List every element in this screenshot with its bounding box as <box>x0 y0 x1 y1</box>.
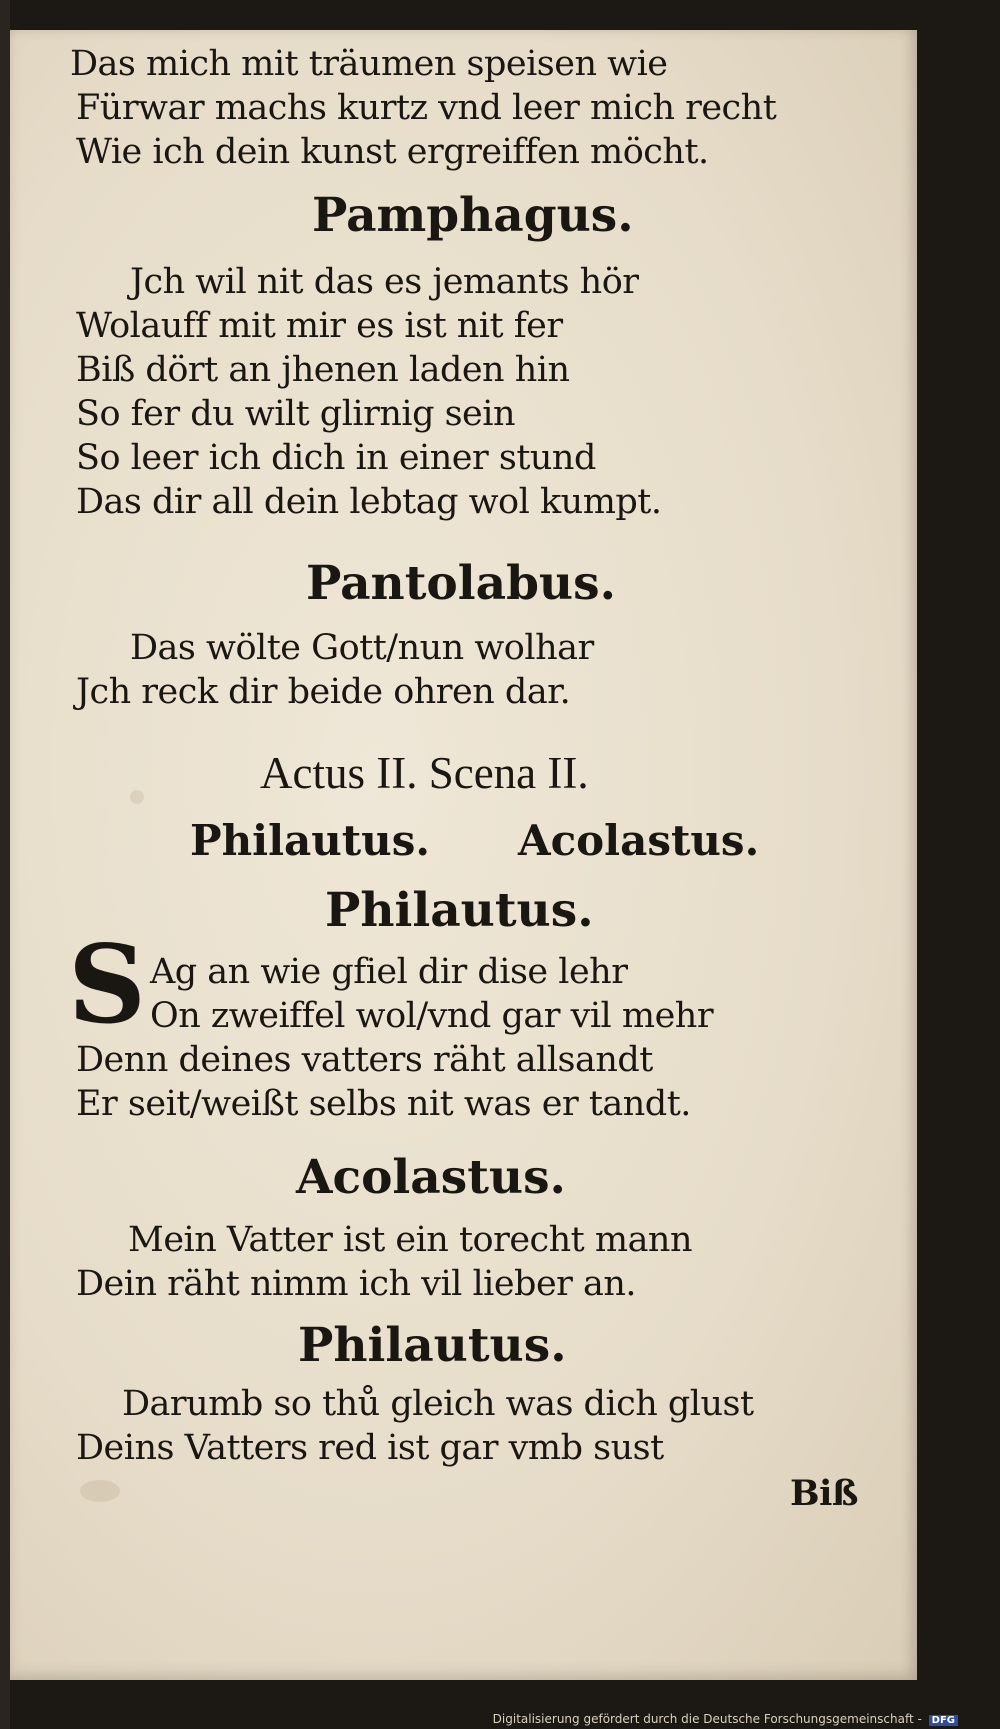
drop-capital: S <box>68 922 146 1048</box>
verse-line: On zweiffel wol/vnd gar vil mehr <box>150 996 714 1036</box>
cast-name: Acolastus. <box>518 816 760 865</box>
dfg-logo: DFG <box>929 1715 958 1726</box>
verse-line: Das mich mit träumen speisen wie <box>70 44 668 84</box>
verse-line: So leer ich dich in einer stund <box>76 438 596 478</box>
speaker-heading: Pamphagus. <box>312 188 634 243</box>
verse-line: Jch reck dir beide ohren dar. <box>76 672 571 712</box>
verse-line: Dein räht nimm ich vil lieber an. <box>76 1264 637 1304</box>
digitization-credit <box>493 1712 958 1726</box>
verse-line: Mein Vatter ist ein torecht mann <box>128 1220 693 1260</box>
speaker-heading: Philautus. <box>325 883 594 938</box>
verse-line: Er seit/weißt selbs nit was er tandt. <box>76 1084 691 1124</box>
verse-line: Das wölte Gott/nun wolhar <box>130 628 594 668</box>
verse-line: Biß dört an jhenen laden hin <box>76 350 570 390</box>
verse-line: Denn deines vatters räht allsandt <box>76 1040 653 1080</box>
verse-line: Wie ich dein kunst ergreiffen möcht. <box>76 132 709 172</box>
verse-line: Ag an wie gfiel dir dise lehr <box>150 952 628 992</box>
paper-stain <box>130 790 144 804</box>
act-scene-heading: Actus II. Scena II. <box>260 748 589 798</box>
verse-line: So fer du wilt glirnig sein <box>76 394 516 434</box>
speaker-heading: Pantolabus. <box>306 556 616 611</box>
verse-line: Das dir all dein lebtag wol kumpt. <box>76 482 662 522</box>
credit-text: Digitalisierung gefördert durch die Deutsche Forschungsgemeinschaft - <box>492 1712 922 1726</box>
verse-line: Darumb so thů gleich was dich glust <box>122 1384 754 1424</box>
verse-line: Fürwar machs kurtz vnd leer mich recht <box>76 88 777 128</box>
scan-left-border <box>0 0 10 1729</box>
cast-name: Philautus. <box>190 816 430 865</box>
paper-stain <box>80 1480 120 1502</box>
book-page <box>10 30 917 1680</box>
verse-line: Jch wil nit das es jemants hör <box>130 262 639 302</box>
verse-line: Wolauff mit mir es ist nit fer <box>76 306 563 346</box>
verse-line: Deins Vatters red ist gar vmb sust <box>76 1428 664 1468</box>
catchword: Biß <box>790 1473 858 1514</box>
speaker-heading: Philautus. <box>298 1318 567 1373</box>
speaker-heading: Acolastus. <box>296 1150 566 1205</box>
